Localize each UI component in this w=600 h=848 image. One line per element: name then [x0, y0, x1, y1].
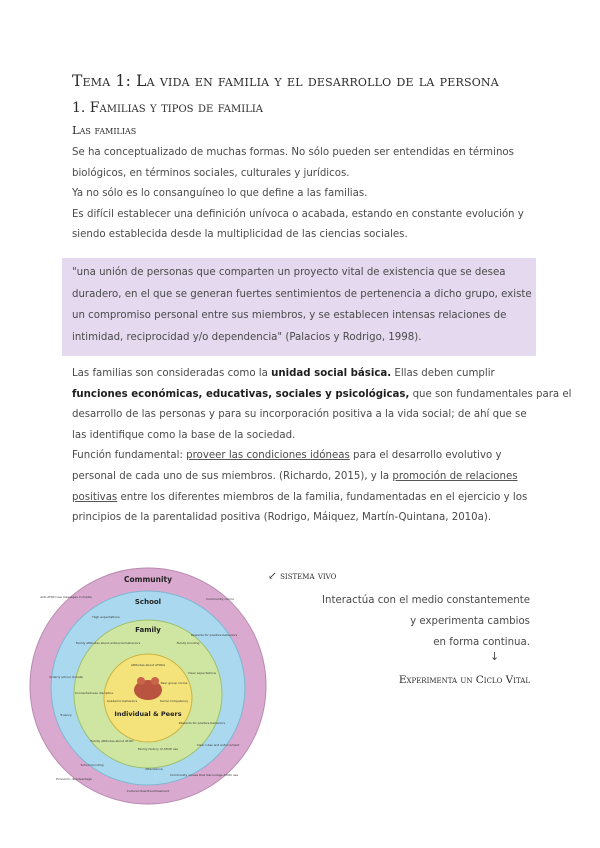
community-label: Community norms [206, 597, 234, 601]
school-label: Orderly school climate [49, 675, 83, 679]
intro-line: Es difícil establecer una definición unívoca o acabada, estando en constante evolución y [72, 208, 524, 220]
ring-label-family: Family [135, 626, 161, 634]
inner-label: Academic behaviors [106, 699, 138, 703]
community-label: Anti-ATOD use messages in media [40, 595, 92, 599]
definition-quote [72, 262, 532, 348]
quote-line: intimidad, reciprocidad y/o dependencia" (Palacios y Rodrigo, 1998). [72, 331, 422, 343]
school-label: Clear rules and enforcement [196, 743, 240, 747]
school-label: Truancy [60, 713, 72, 717]
person-head-icon [137, 677, 145, 685]
living-system-label: ↙ sistema vivo [268, 570, 337, 582]
underlined-term: proveer las condiciones idóneas [186, 450, 350, 462]
family-label: Rewards for positive behaviors [178, 721, 226, 725]
note-line: en forma continua. [433, 637, 530, 648]
text-line: las identifique como la base de la sociedad. [72, 429, 296, 441]
family-label: Family attitudes about antisocial behaviors [75, 641, 141, 645]
text-span: Función fundamental: [72, 450, 187, 462]
note-line: y experimenta cambios [410, 616, 530, 627]
ecological-diagram [28, 566, 268, 806]
school-label: Connectedness discipline [74, 691, 114, 695]
ring-label-community: Community [123, 575, 173, 584]
inner-label: Social competency [159, 699, 189, 703]
living-system-notes [270, 590, 530, 653]
community-label: Cultural disenfranchisement [126, 789, 170, 793]
text-span: Las familias son consideradas como la [72, 368, 272, 379]
underlined-term: positivas [72, 491, 118, 503]
note-line: Interactúa con el medio constantemente [322, 595, 530, 606]
school-label: High expectations [92, 615, 120, 619]
bold-term: unidad social básica. [271, 368, 392, 379]
section-heading: 1. Familias y tipos de familia [72, 100, 264, 116]
bold-term: funciones económicas, educativas, sociales y psicológicas, [72, 388, 410, 400]
school-label: Rewards for positive behaviors [190, 633, 238, 637]
family-label: Family history of ATOD use [137, 747, 179, 751]
person-head-icon [151, 677, 159, 685]
text-span: Ellas deben cumplir [391, 368, 495, 379]
ring-label-individual: Individual & Peers [114, 710, 182, 718]
school-label: Attendance [145, 767, 163, 771]
arrow-down-icon: ↓ [490, 650, 500, 663]
subsection-heading: Las familias [72, 123, 137, 137]
inner-label: Attitudes about ATODs [130, 663, 166, 667]
family-label: Clear expectations [187, 671, 217, 675]
intro-line: siendo establecida desde la multiplicidad de las ciencias sociales. [72, 229, 408, 240]
inner-label: Peer group norms [160, 681, 188, 685]
family-label: Family attitudes about ATOD [90, 739, 134, 743]
quote-line: un compromiso personal entre sus miembros, y se establecen intensas relaciones de [72, 310, 507, 321]
school-label: School bonding [80, 763, 104, 767]
text-line: desarrollo de las personas y para su incorporación positiva a la vida social; de ahí que se [72, 409, 527, 421]
intro-line: Ya no sólo es lo consanguíneo lo que define a las familias. [72, 188, 368, 199]
text-line: principios de la parentalidad positiva (Rodrigo, Máiquez, Martín-Quintana, 2010a). [72, 512, 492, 524]
intro-paragraph [72, 143, 532, 246]
intro-line: biológicos, en términos sociales, culturales y jurídicos. [72, 167, 350, 179]
intro-line: Se ha conceptualizado de muchas formas. No sólo pueden ser entendidas en términos [72, 147, 514, 158]
text-span: para el desarrollo evolutivo y [349, 450, 502, 462]
family-label: Family bonding [176, 641, 200, 645]
community-label: Community values that discourage ATOD use [169, 773, 239, 777]
page-title: Tema 1: La vida en familia y el desarrollo de la persona [72, 72, 499, 90]
community-label: Economic disadvantage [56, 777, 92, 781]
ring-label-school: School [134, 598, 162, 606]
underlined-term: promoción de relaciones [392, 470, 518, 482]
functions-paragraph [72, 364, 572, 529]
text-span: que son fundamentales para el [409, 388, 572, 400]
quote-line: duradero, en el que se generan fuertes sentimientos de pertenencia a dicho grupo, existe [72, 288, 532, 300]
quote-line: "una unión de personas que comparten un proyecto vital de existencia que se desea [72, 267, 506, 278]
life-cycle-conclusion: Experimenta un Ciclo Vital [398, 674, 530, 686]
text-span: personal de cada uno de sus miembros. (Richardo, 2015), y la [72, 470, 393, 482]
text-span: entre los diferentes miembros de la familia, fundamentadas en el ejercicio y los [117, 491, 528, 503]
